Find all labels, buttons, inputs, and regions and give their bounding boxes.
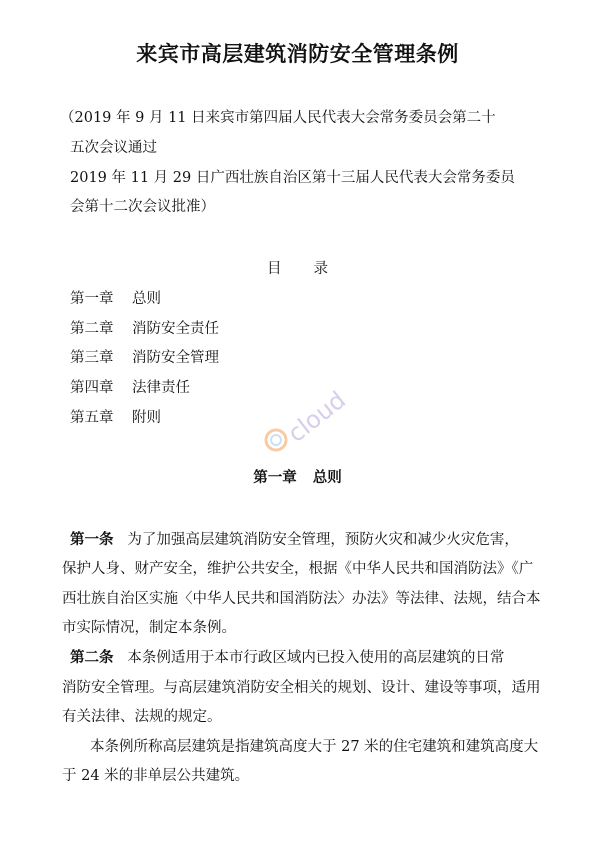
article-1-line-1 [70, 528, 519, 549]
adoption-note-line-3: 2019 年 11 月 29 日广西壮族自治区第十三届人民代表大会常务委员 [70, 170, 515, 186]
toc-item-title: 法律责任 [132, 380, 190, 396]
article-2-line-1 [70, 646, 504, 667]
toc-item-number: 第一章 [70, 291, 114, 307]
article-1-line-3: 西壮族自治区实施〈中华人民共和国消防法〉办法》等法律、法规，结合本 [62, 591, 541, 607]
svg-text:cloud: cloud [282, 385, 352, 448]
article-2-para-2-line-1: 本条例所称高层建筑是指建筑高度大于 27 米的住宅建筑和建筑高度大 [90, 739, 539, 755]
chapter-number: 第一章 [253, 470, 297, 486]
toc-item-chapter-5 [70, 406, 161, 427]
article-1-line-4: 市实际情况，制定本条例。 [62, 620, 236, 636]
document-title: 来宾市高层建筑消防安全管理条例 [136, 42, 459, 66]
toc-item-number: 第二章 [70, 321, 114, 337]
article-2-text: 本条例适用于本市行政区域内已投入使用的高层建筑的日常 [127, 650, 505, 666]
chapter-1-heading [0, 466, 595, 487]
adoption-note-line-4: 会第十二次会议批准） [70, 199, 215, 215]
toc-item-title: 附则 [132, 410, 161, 426]
toc-item-title: 消防安全责任 [132, 321, 219, 337]
toc-item-chapter-2 [70, 317, 219, 338]
toc-item-number: 第四章 [70, 380, 114, 396]
article-1-line-2: 保护人身、财产安全，维护公共安全，根据《中华人民共和国消防法》《广 [62, 561, 534, 577]
toc-heading-left: 目 [267, 261, 282, 277]
toc-item-number: 第五章 [70, 410, 114, 426]
toc-item-chapter-1 [70, 287, 161, 308]
toc-item-title: 消防安全管理 [132, 350, 219, 366]
cloud-watermark-icon [262, 378, 352, 458]
toc-heading-right: 录 [313, 261, 328, 277]
toc-item-chapter-4 [70, 376, 190, 397]
adoption-note-line-2: 五次会议通过 [70, 140, 157, 156]
article-2-para-2-line-2: 于 24 米的非单层公共建筑。 [62, 768, 250, 784]
article-1-label: 第一条 [70, 532, 114, 548]
toc-item-chapter-3 [70, 346, 219, 367]
chapter-title: 总则 [312, 470, 342, 486]
toc-item-title: 总则 [132, 291, 161, 307]
article-1-text: 为了加强高层建筑消防安全管理，预防火灾和减少火灾危害， [127, 532, 519, 548]
article-2-label: 第二条 [70, 650, 114, 666]
article-2-line-3: 有关法律、法规的规定。 [62, 709, 222, 725]
toc-item-number: 第三章 [70, 350, 114, 366]
toc-heading [0, 257, 595, 278]
article-2-line-2: 消防安全管理。与高层建筑消防安全相关的规划、设计、建设等事项，适用 [62, 680, 541, 696]
adoption-note-line-1: （2019 年 9 月 11 日来宾市第四届人民代表大会常务委员会第二十 [60, 110, 496, 126]
